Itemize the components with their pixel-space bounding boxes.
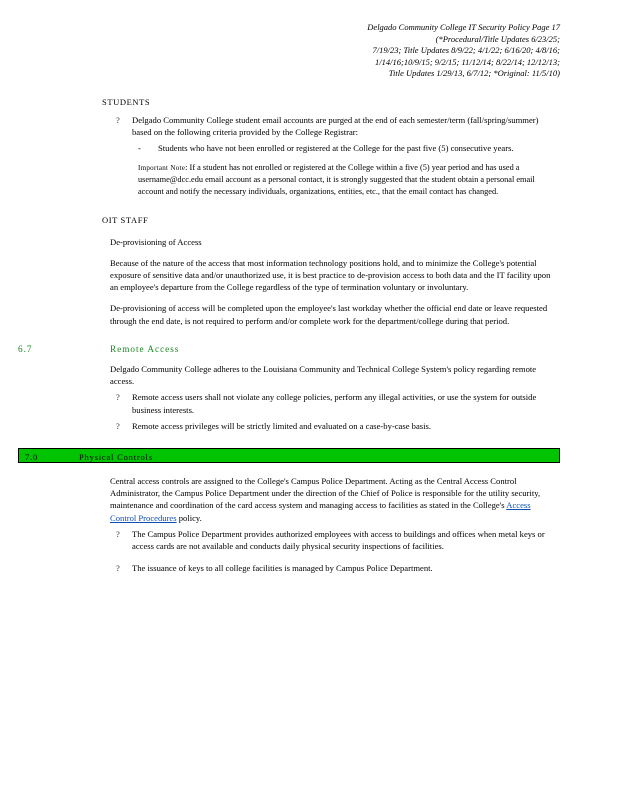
students-subbullet-1: [138, 142, 558, 154]
physical-controls-bullet-2: [110, 562, 558, 574]
physical-controls-bullet-1: [110, 528, 558, 552]
remote-access-title: Remote Access: [110, 343, 180, 354]
oit-staff-paragraph-1: Because of the nature of the access that most information technology positions hold, and to minimize the College's potential exposure of sensitive data and/or unauthorized use, it is best practice to de-provision access to both data and the IT facility upon an employee's departure from the College regardless of the type of termination voluntary or involuntary.: [110, 257, 551, 293]
bullet-glyph: ?: [116, 114, 120, 125]
header-line-1: Delgado Community College IT Security Policy Page 17: [367, 22, 560, 32]
important-note: [138, 162, 558, 198]
access-control-procedures-link[interactable]: Access Control Procedures: [110, 500, 531, 523]
remote-access-paragraph-1: Delgado Community College adheres to the Louisiana Community and Technical College System's policy regarding remote access.: [110, 363, 537, 387]
physical-controls-paragraph-1-a: Central access controls are assigned to the College's Campus Police Department. Acting as the Central Access Control Administrator, the Campus Police Department under the direction of the Chief of Police is responsible for the utility security, maintenance and coordination of the card access system and managing access to facilities as stated in the College's: [110, 475, 541, 511]
remote-access-bullet-2: [110, 420, 558, 432]
physical-controls-paragraph-1-b: policy.: [176, 512, 202, 523]
header-line-5: Title Updates 1/29/13, 6/7/12; *Original: 11/5/10): [388, 68, 560, 78]
students-subbullet-1-text: Students who have not been enrolled or registered at the College for the past five (5) consecutive years.: [158, 143, 514, 154]
bullet-glyph: ?: [116, 420, 120, 431]
document-body: [0, 80, 618, 575]
remote-access-bullet-1: [110, 391, 558, 415]
bullet-glyph: ?: [116, 392, 120, 403]
remote-access-bullet-1-text: Remote access users shall not violate any college policies, perform any illegal activities, or use the system for outside business interests.: [132, 392, 537, 415]
remote-access-heading: [18, 343, 558, 355]
header-line-2: (*Procedural/Title Updates 6/23/25;: [435, 33, 560, 44]
students-section-label: STUDENTS: [102, 96, 151, 107]
oit-staff-paragraph-2: De-provisioning of access will be completed upon the employee's last workday whether the official end date or leave requested through the end date, is not required to perform and/or complete work for the department/college during that period.: [110, 303, 548, 326]
dash-glyph: -: [138, 143, 141, 154]
students-bullet-1: [110, 114, 558, 138]
bullet-glyph: ?: [116, 528, 120, 539]
oit-staff-subheading: De-provisioning of Access: [110, 236, 202, 247]
important-note-label: Important Note: [138, 164, 186, 173]
oit-staff-section-label: OIT STAFF: [102, 215, 149, 226]
physical-controls-title: Physical Controls: [79, 451, 153, 462]
physical-controls-bullet-2-text: The issuance of keys to all college facilities is managed by Campus Police Department.: [132, 563, 433, 574]
important-note-text: : If a student has not enrolled or registered at the College within a five (5) year period and has used a username@dcc.edu email account as a personal contact, it is strongly suggested that the student obtain a personal email account and notify the necessary individuals, organizations, entities, etc., that the email contact has changed.: [138, 163, 535, 197]
header-line-4: 1/14/16;10/9/15; 9/2/15; 11/12/14; 8/22/14; 12/12/13;: [375, 56, 560, 67]
remote-access-number: 6.7: [18, 343, 33, 354]
header-line-3: 7/19/23; Title Updates 8/9/22; 4/1/22; 6/16/20; 4/8/16;: [372, 45, 560, 55]
remote-access-bullet-2-text: Remote access privileges will be strictly limited and evaluated on a case-by-case basis.: [132, 420, 432, 431]
physical-controls-bullet-1-text: The Campus Police Department provides authorized employees with access to buildings and offices when metal keys or access cards are not available and conducts daily physical security inspections of facilities.: [132, 528, 545, 551]
physical-controls-number: 7.0: [25, 451, 39, 462]
page-header: [0, 0, 618, 80]
physical-controls-banner: [18, 448, 560, 463]
students-bullet-1-text: Delgado Community College student email accounts are purged at the end of each semester/term (fall/spring/summer) based on the following criteria provided by the College Registrar:: [132, 114, 539, 137]
physical-controls-paragraph-1: [110, 475, 558, 524]
bullet-glyph: ?: [116, 563, 120, 574]
